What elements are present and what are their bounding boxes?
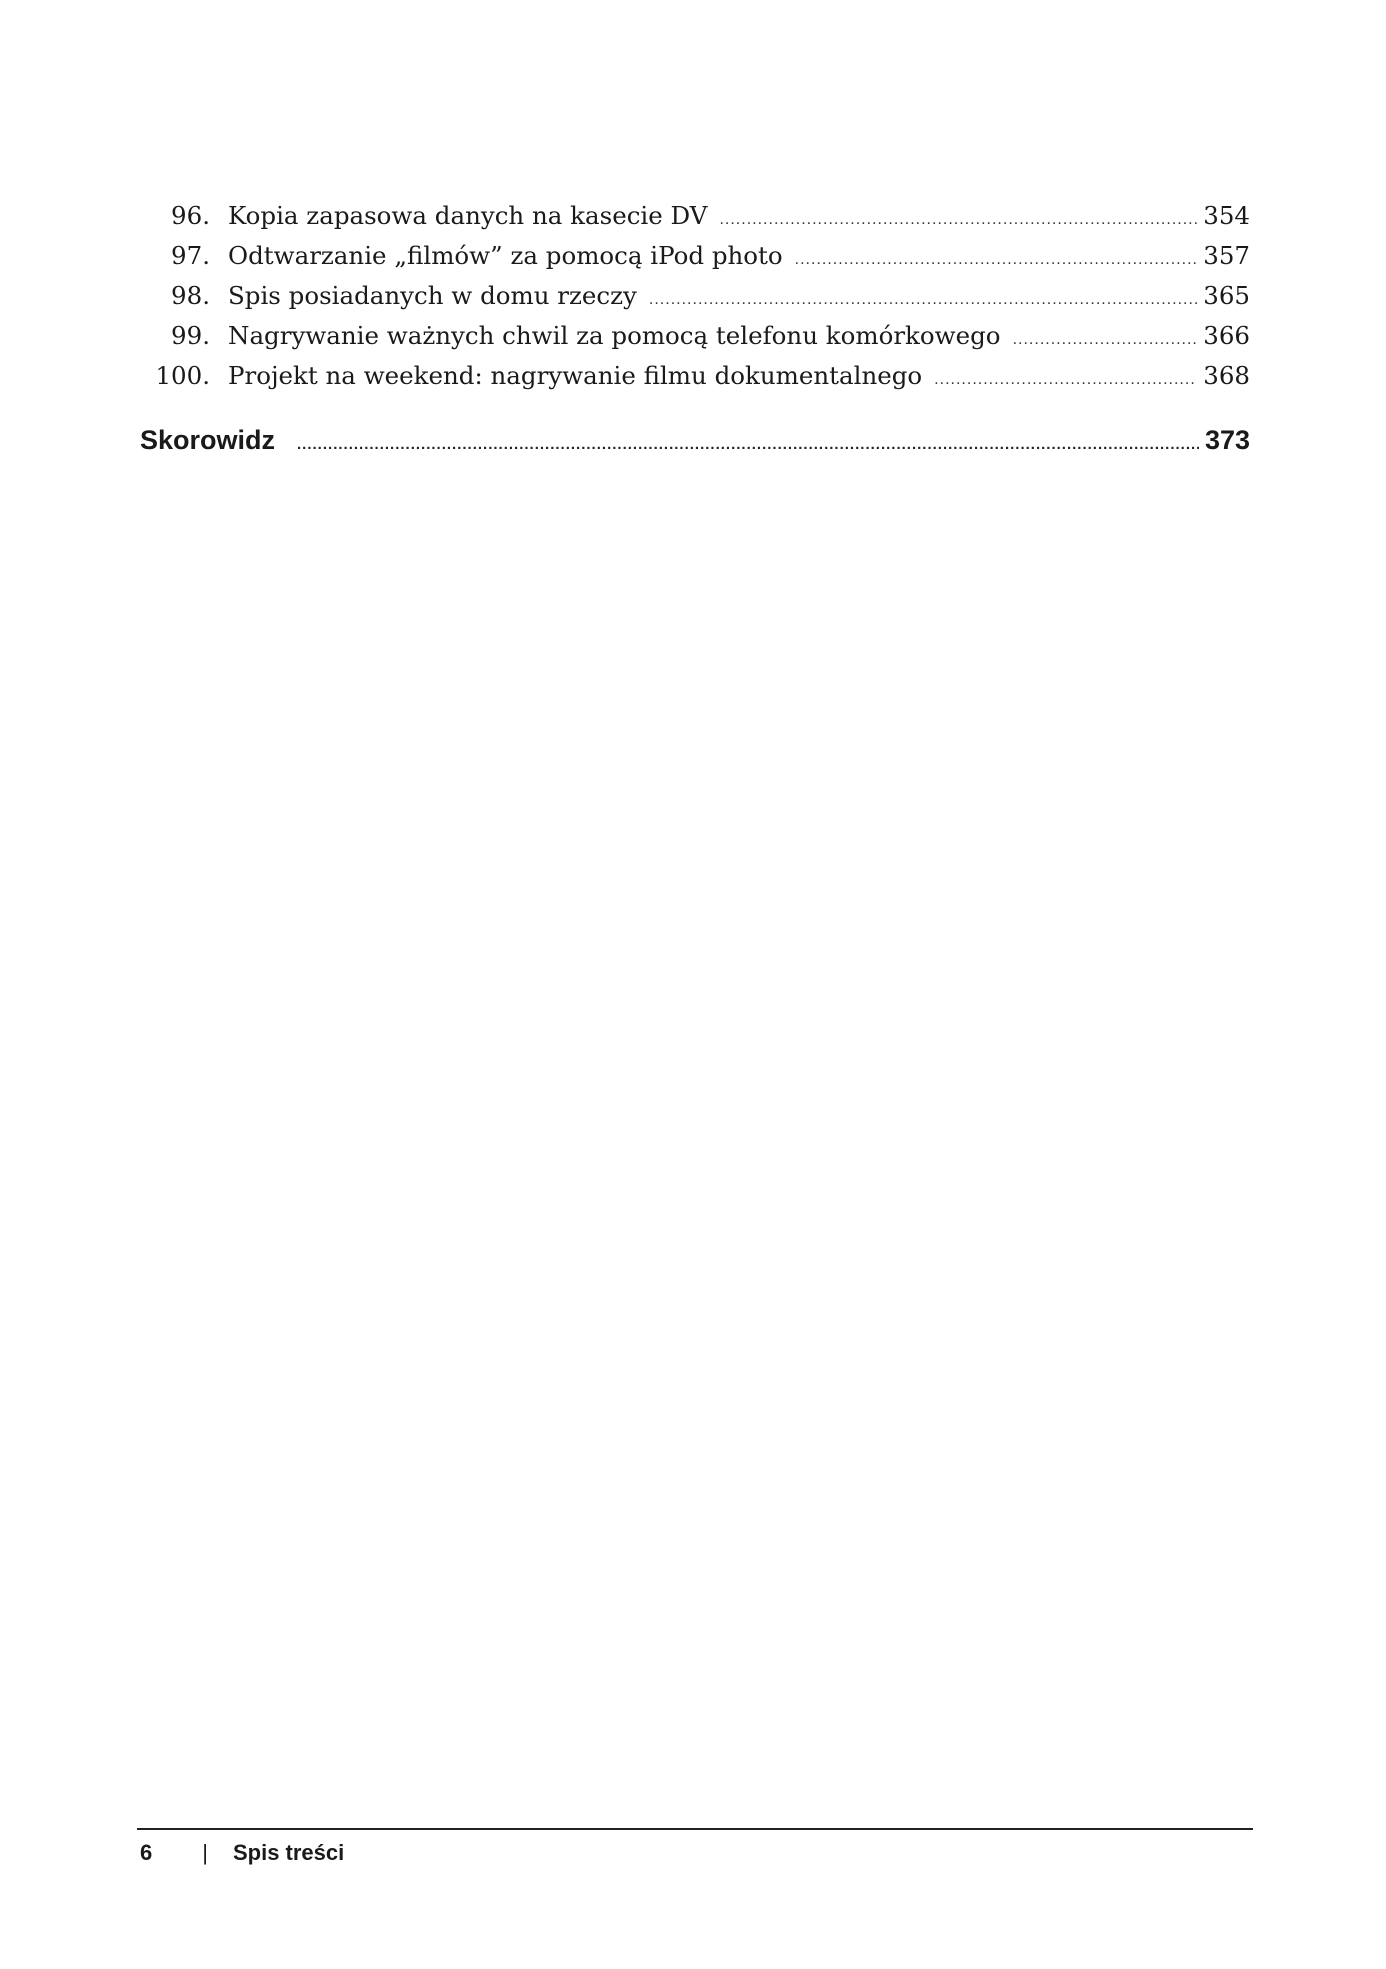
- page-footer: [140, 1838, 344, 1868]
- footer-rule: [137, 1828, 1253, 1830]
- page-number: 6: [140, 1840, 153, 1865]
- toc-entry-number: 100.: [155, 361, 210, 390]
- toc-entry[interactable]: [140, 316, 1250, 356]
- toc-entry[interactable]: [140, 356, 1250, 396]
- section-title: Spis treści: [232, 1840, 345, 1865]
- index-page: 373: [1204, 425, 1250, 455]
- toc-entry-page: 365: [1203, 281, 1250, 310]
- toc-entry-number: 97.: [171, 241, 210, 270]
- toc-entry-page: 366: [1203, 321, 1250, 350]
- table-of-contents: [140, 196, 1250, 396]
- dot-leader: [795, 240, 1198, 280]
- dot-leader: [649, 280, 1197, 320]
- toc-entry[interactable]: [140, 276, 1250, 316]
- toc-entry-title: Odtwarzanie „filmów” za pomocą iPod photo: [228, 241, 783, 270]
- toc-entry-title: Projekt na weekend: nagrywanie filmu dokumentalnego: [228, 361, 923, 390]
- toc-entry-page: 357: [1203, 241, 1250, 270]
- toc-entry[interactable]: [140, 196, 1250, 236]
- toc-entry-number: 98.: [171, 281, 210, 310]
- dot-leader: [297, 425, 1199, 465]
- toc-entry-number: 96.: [171, 201, 210, 230]
- toc-entry-number: 99.: [171, 321, 210, 350]
- toc-entry-page: 354: [1203, 201, 1250, 230]
- dot-leader: [934, 360, 1197, 400]
- toc-entry-title: Kopia zapasowa danych na kasecie DV: [228, 201, 708, 230]
- toc-index-entry[interactable]: [140, 420, 1250, 465]
- index-title: Skorowidz: [140, 425, 276, 455]
- dot-leader: [1013, 320, 1198, 360]
- toc-entry[interactable]: [140, 236, 1250, 276]
- footer-separator: |: [202, 1840, 208, 1865]
- toc-entry-title: Spis posiadanych w domu rzeczy: [228, 281, 637, 310]
- toc-entry-page: 368: [1203, 361, 1250, 390]
- dot-leader: [719, 200, 1197, 240]
- toc-entry-title: Nagrywanie ważnych chwil za pomocą telefonu komórkowego: [228, 321, 1001, 350]
